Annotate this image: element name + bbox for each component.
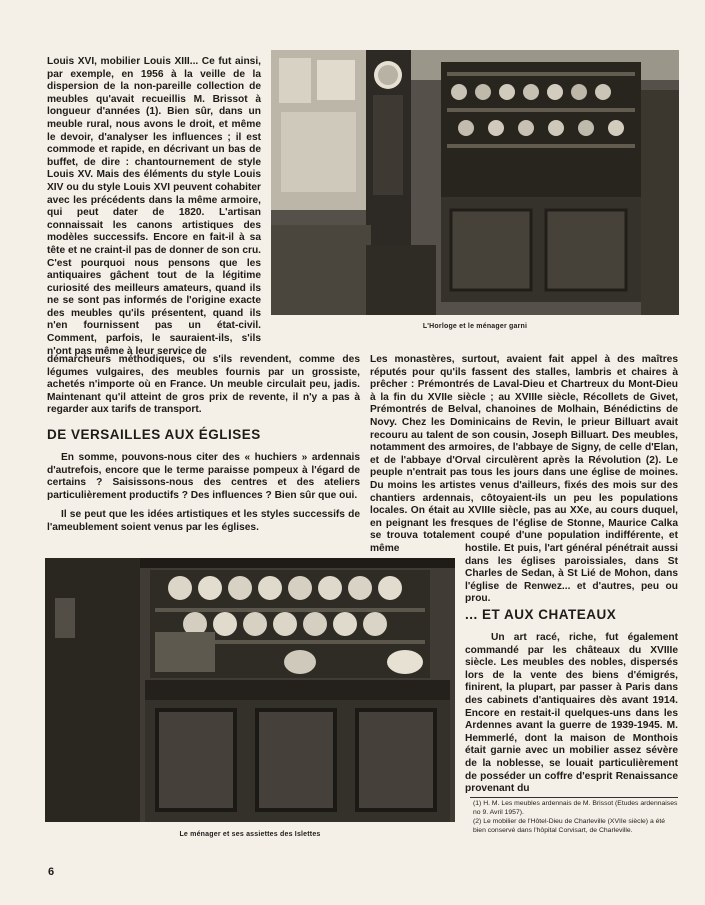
footnotes xyxy=(473,800,678,836)
text-column-left-wide xyxy=(47,354,360,417)
footnote-divider xyxy=(470,797,678,798)
heading-chateaux: ... ET AUX CHATEAUX xyxy=(465,607,617,622)
paragraph-brissot: Louis XVI, mobilier Louis XIII... Ce fut ainsi, par exemple, en 1956 à la veille de la dispersion de la non-pareille collection de meubles qu'avait recueillis M. Brissot à longueur d'années (1). Bien sûr, dans un meuble rural, nous avons le droit, et même le devoir, d'analyser les influences ; il est commode et rapide, en décrivant un bas de buffet, de dire : chantournement de style Louis XV. Mais des éléments du style Louis XIV ou du style Louis XVI peuvent cohabiter avec les précédents dans la même armoire, qui peut dater de 1820. L'artisan connaissait les canons artistiques des modèles successifs. Encore en fait-il à sa tête et ne craint-il pas de donner de son cru. C'est pourquoi nous pensons que les antiquaires gâchent tout de la légitime curiosité des meilleurs amateurs, quand ils ne se sont pas informés de l'origine exacte des meubles qu'ils présentent, quand ils n'en fournissent pas un état-civil. Comment, parfois, le sauraient-ils, s'ils n'ont pas même à leur service de xyxy=(47,56,261,357)
photo-caption-top: L'Horloge et le ménager garni xyxy=(422,323,528,330)
footnote-1: (1) H. M. Les meubles ardennais de M. Brissot (Etudes ardennaises no 9. Avril 1957). xyxy=(473,800,678,816)
paragraph-chateaux: Un art racé, riche, fut également commandé par les châteaux du XVIIIe siècle. Les meubles des nobles, dispersés lors de la vente des biens d'émigrés, finirent, la plupart, par passer à Paris dans des cabinets d'antiquaires dès avant 1914. Encore en restait-il quelques-uns dans les Ardennes avant la guerre de 1939-1945. M. Hemmerlé, dont la maison de Monthois était garnie avec un mobilier assez sévère de la noblesse, se louait particulièrement de posséder un coffre d'esprit Renaissance provenant du xyxy=(465,632,678,795)
photo-dresser-plates xyxy=(45,558,455,822)
paragraph-demarcheurs: démarcheurs méthodiques, ou s'ils revendent, comme des légumes vulgaires, des meubles fournis par un grossiste, achetés n'importe où en France. Un meuble circulait peu, jadis. Maintenant qu'il atteint de gros prix de revente, il n'y a pas à regarder aux tarifs de transport. xyxy=(47,354,360,416)
paragraph-huchiers: En somme, pouvons-nous citer des « huchiers » ardennais d'autrefois, encore que le terme paraisse pompeux à l'égard de certains ? Saisissons-nous des centres et des ateliers particulièrement productifs ? Des influences ? Bien sûr que oui. xyxy=(47,452,360,501)
page-number: 6 xyxy=(48,866,55,878)
text-column-top-left xyxy=(47,56,261,358)
text-column-right-narrow xyxy=(465,543,678,606)
text-versailles xyxy=(47,452,360,535)
photo-clock-dresser xyxy=(271,50,679,315)
text-chateaux xyxy=(465,632,678,796)
paragraph-eglises: Il se peut que les idées artistiques et les styles successifs de l'ameublement soient venus par les églises. xyxy=(47,509,360,533)
footnote-2: (2) Le mobilier de l'Hôtel-Dieu de Charleville (XVIIe siècle) a été bien conservé dans l'hôpital Corvisart, de Charleville. xyxy=(473,818,666,834)
text-column-right xyxy=(370,354,678,556)
photo-caption-bottom: Le ménager et ses assiettes des Islettes xyxy=(179,831,321,838)
heading-versailles: DE VERSAILLES AUX ÉGLISES xyxy=(47,427,261,442)
paragraph-hostile: hostile. Et puis, l'art général pénétrait aussi dans les églises paroissiales, dans St Charles de Sedan, à St Lié de Mohon, dans l'église de Renwez... et d'autres, peu ou prou. xyxy=(465,543,678,605)
paragraph-monasteres: Les monastères, surtout, avaient fait appel à des maîtres réputés pour qu'ils fassent des stalles, lambris et chaires à prêcher : Prémontrés de Laval-Dieu et Chartreux du Mont-Dieu à la fin du XVIIe siècle ; au XVIIIe siècle, Récollets de Givet, Prémontrés de Belval, chanoines de Molhain, Bénédictins de Novy. Chez les Dominicains de Revin, le prieur Billuart avait recouru au talent de son cousin, Joseph Billuart. Des meubles, notamment des armoires, de l'abbaye de Signy, de celle d'Elan, et de l'abbaye d'Orval circulèrent après la Révolution (2). Le peuple n'entrait pas tous les jours dans une église de moines. Du moins les artistes venus d'ailleurs, fixés des mois sur des chantiers ardennais, côtoyaient-ils un peu les populations locales. On était au XVIIIe siècle, pas au XXe, au cours duquel, en peignant les fresques de l'église de Stonne, Maurice Calka se trouva totalement coupé d'une population indifférente, et même xyxy=(370,354,678,554)
photo-clock-dresser-image xyxy=(271,50,679,315)
photo-dresser-plates-image xyxy=(45,558,455,822)
